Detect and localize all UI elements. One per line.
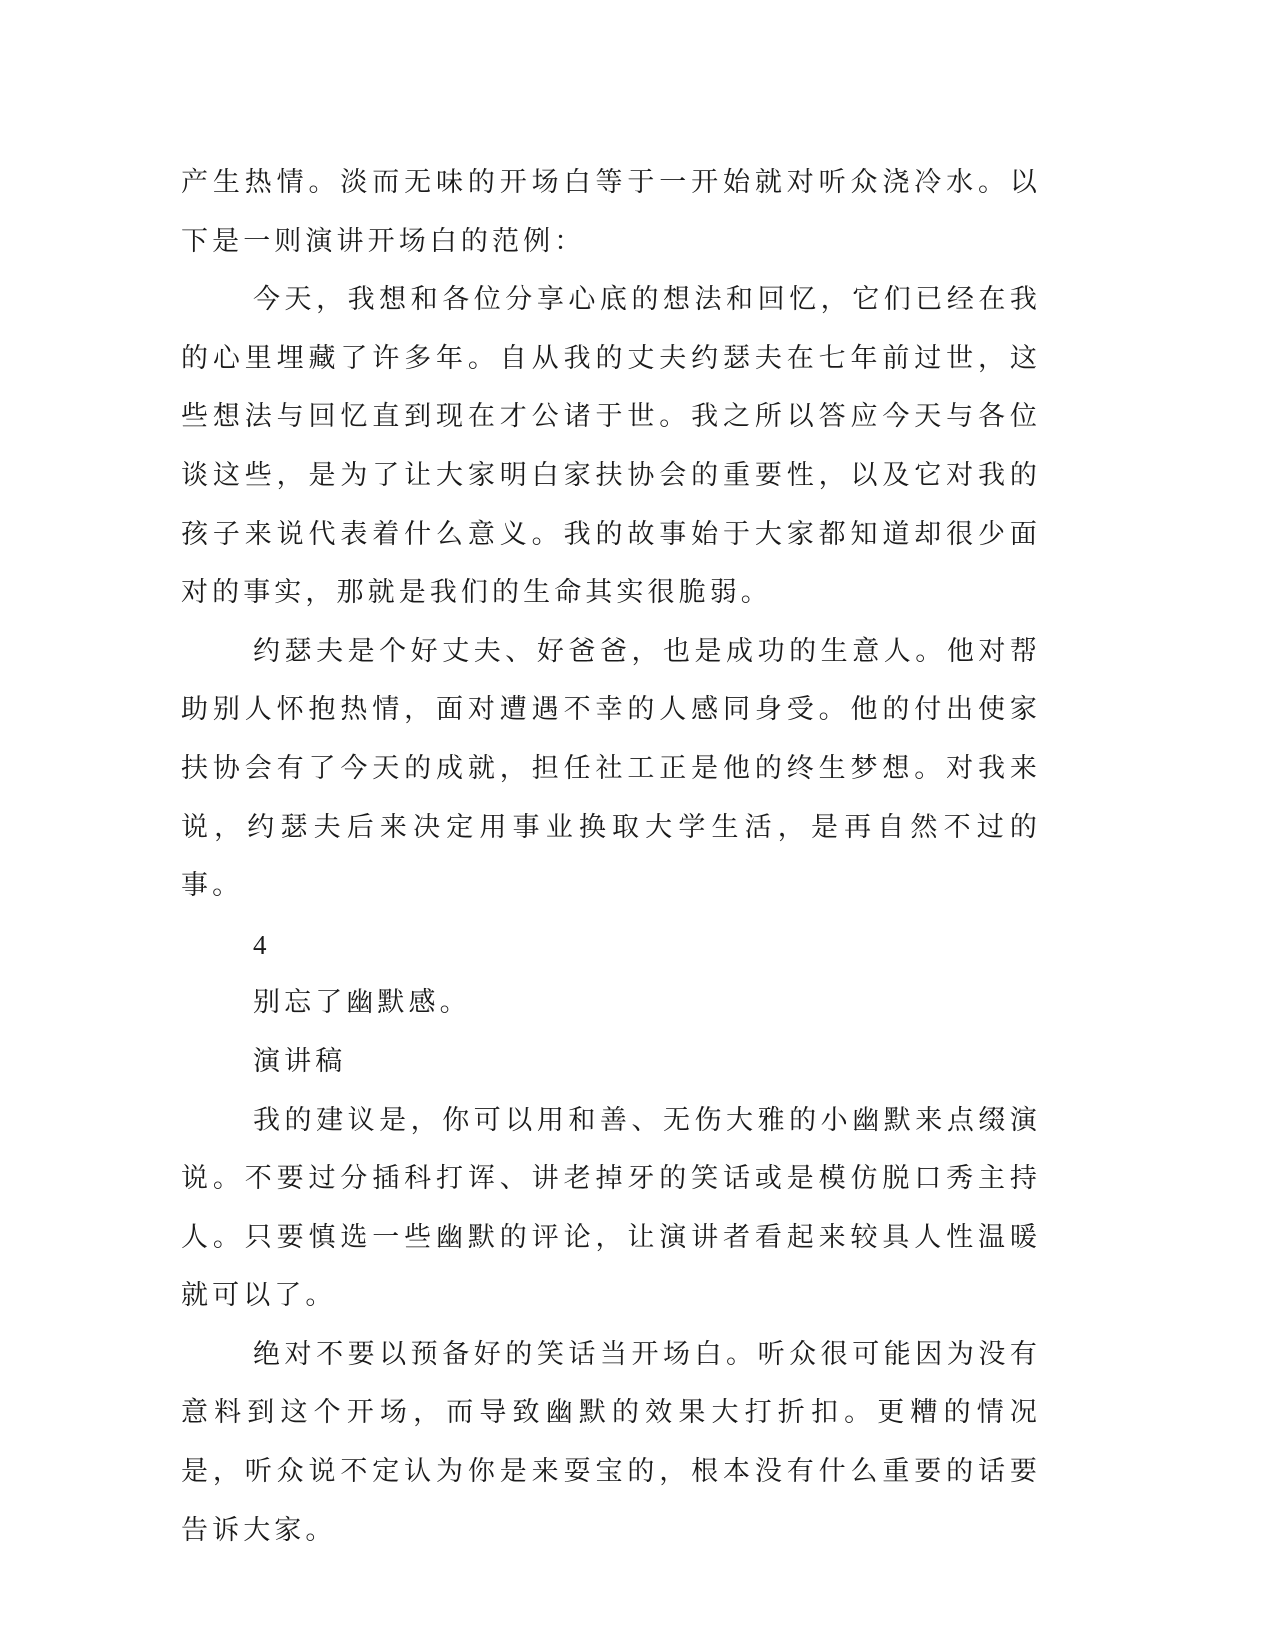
paragraph-joseph: 约瑟夫是个好丈夫、好爸爸，也是成功的生意人。他对帮助别人怀抱热情，面对遭遇不幸的人感同身受。他的付出使家扶协会有了今天的成就，担任社工正是他的终生梦想。对我来说，约瑟夫后来决定用事业换取大学生活，是再自然不过的事。 xyxy=(181,635,1041,902)
paragraph-humor-advice: 我的建议是，你可以用和善、无伤大雅的小幽默来点缀演说。不要过分插科打诨、讲老掉牙的笑话或是模仿脱口秀主持人。只要慎选一些幽默的评论，让演讲者看起来较具人性温暖就可以了。 xyxy=(181,1104,1041,1312)
paragraph-continued: 产生热情。淡而无味的开场白等于一开始就对听众浇冷水。以下是一则演讲开场白的范例： xyxy=(181,167,1041,257)
paragraph-speech-example: 今天，我想和各位分享心底的想法和回忆，它们已经在我的心里埋藏了许多年。自从我的丈夫约瑟夫在七年前过世，这些想法与回忆直到现在才公诸于世。我之所以答应今天与各位谈这些，是为了让大家明白家扶协会的重要性，以及它对我的孩子来说代表着什么意义。我的故事始于大家都知道却很少面对的事实，那就是我们的生命其实很脆弱。 xyxy=(181,284,1041,609)
document-page xyxy=(181,154,1041,1560)
section-heading: 别忘了幽默感。 xyxy=(253,987,471,1019)
section-number: 4 xyxy=(253,929,267,960)
section-label: 演讲稿 xyxy=(253,1045,347,1077)
paragraph-no-joke-opening: 绝对不要以预备好的笑话当开场白。听众很可能因为没有意料到这个开场，而导致幽默的效果大打折扣。更糟的情况是，听众说不定认为你是来耍宝的，根本没有什么重要的话要告诉大家。 xyxy=(181,1338,1041,1546)
